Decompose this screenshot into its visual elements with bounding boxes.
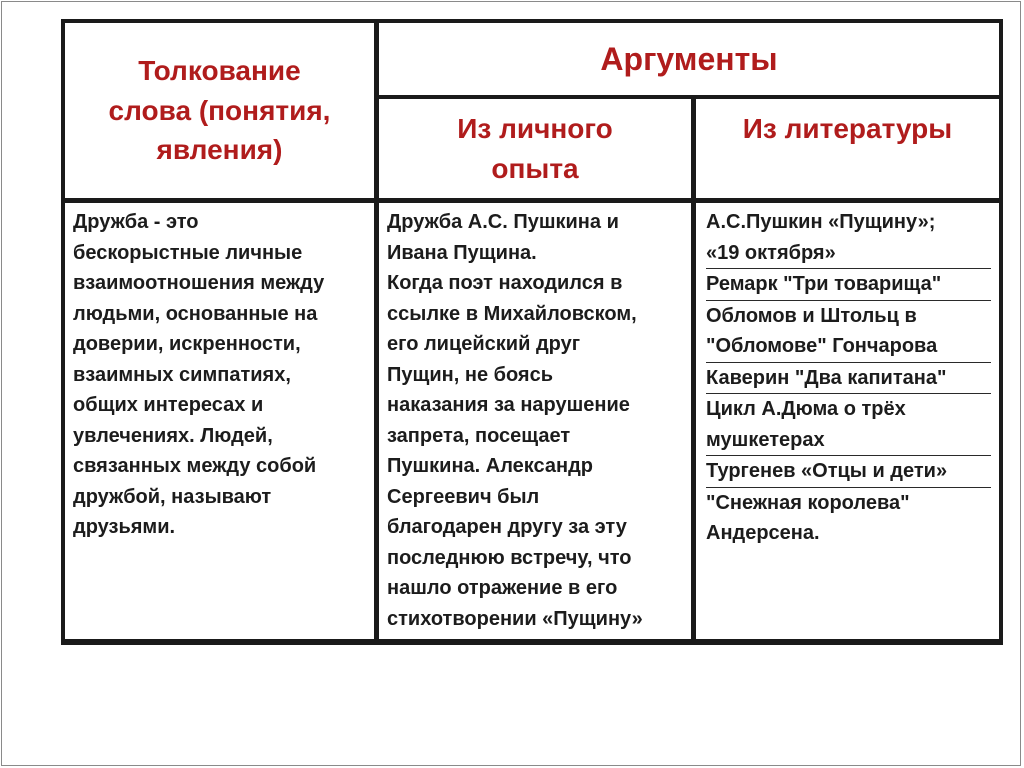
arguments-header: Аргументы (379, 23, 999, 95)
literature-cell (696, 203, 999, 639)
literature-list (706, 207, 981, 549)
definition-cell (65, 203, 374, 639)
literature-item: "Снежная королева" Андерсена. (706, 491, 910, 544)
literature-item: Обломов и Штольц в "Обломове" Гончарова (706, 301, 991, 363)
personal-experience-text: Дружба А.С. Пушкина и Ивана Пущина. Когда поэт находился в ссылке в Михайловском, его лицейский друг Пущин, не боясь наказания за нарушение запрета, посещает Пушкина. Александр Сергеевич был благодарен другу за эту последнюю встречу, что нашло отражение в его стихотворении «Пущину» (387, 211, 643, 630)
literature-item: Каверин "Два капитана" (706, 363, 991, 395)
definition-header: Толкование слова (понятия, явления) (65, 23, 374, 198)
literature-item: Цикл А.Дюма о трёх мушкетерах (706, 394, 991, 456)
literature-item: Тургенев «Отцы и дети» (706, 456, 991, 488)
arguments-table (61, 19, 1003, 645)
literature-header: Из литературы (696, 99, 999, 198)
personal-experience-header: Из личного опыта (379, 99, 691, 198)
literature-item: Ремарк "Три товарища" (706, 269, 991, 301)
literature-item: А.С.Пушкин «Пущину»; «19 октября» (706, 207, 991, 269)
personal-experience-cell (379, 203, 691, 639)
definition-text: Дружба - это бескорыстные личные взаимоотношения между людьми, основанные на доверии, искренности, взаимных симпатиях, общих интересах и увлечениях. Людей, связанных между собой дружбой, называют друзьями. (73, 211, 325, 538)
